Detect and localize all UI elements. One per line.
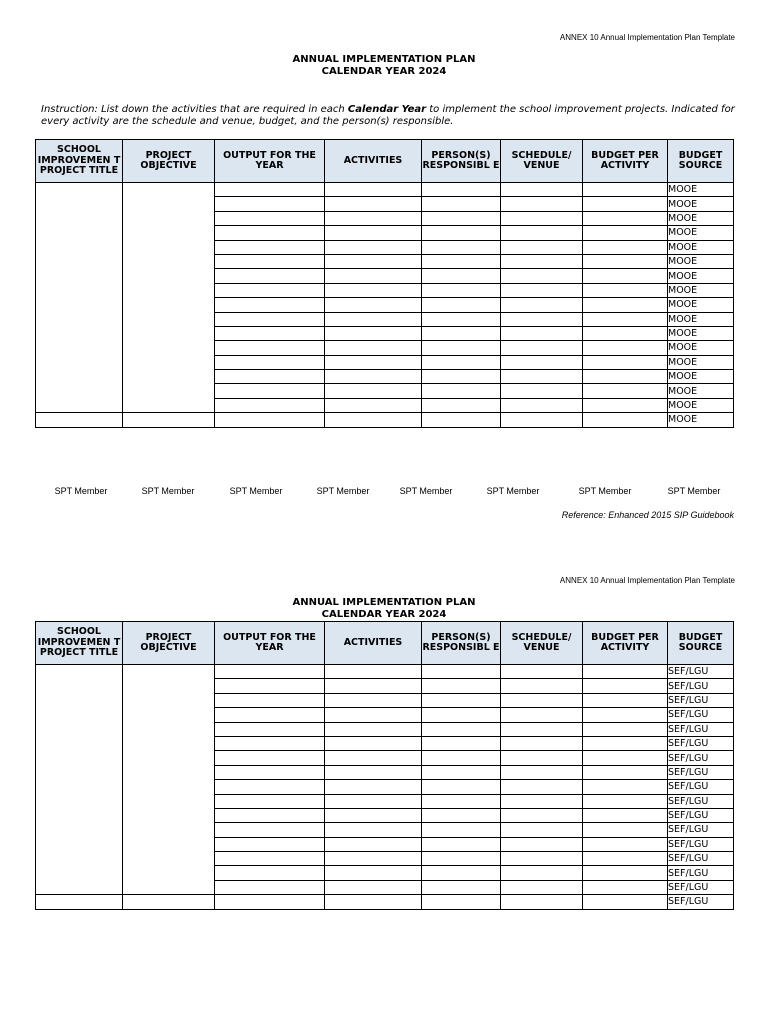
cell-schedule[interactable] [501,413,583,427]
cell-activities[interactable] [325,226,422,240]
cell-budget-source: SEF/LGU [668,808,734,822]
cell-output[interactable] [215,866,325,880]
cell-activities[interactable] [325,413,422,427]
cell-budget-source: SEF/LGU [668,679,734,693]
cell-budget[interactable] [583,866,668,880]
cell-output[interactable] [215,736,325,750]
col-header-persons: PERSON(S) RESPONSIBL E [422,622,501,665]
cell-output[interactable] [215,693,325,707]
cell-budget-source: MOOE [668,240,734,254]
cell-budget[interactable] [583,197,668,211]
cell-schedule[interactable] [501,269,583,283]
cell-budget[interactable] [583,398,668,412]
col-header-activities: ACTIVITIES [325,622,422,665]
cell-output[interactable] [215,852,325,866]
signatories [0,486,768,500]
cell-output[interactable] [215,837,325,851]
cell-output[interactable] [215,722,325,736]
cell-budget[interactable] [583,226,668,240]
cell-output[interactable] [215,211,325,225]
cell-schedule[interactable] [501,852,583,866]
cell-activities[interactable] [325,780,422,794]
cell-budget-source: SEF/LGU [668,722,734,736]
signatory: SPT Member [229,486,283,496]
signatory: SPT Member [578,486,632,496]
instruction-part1: Instruction: List down the activities that are required in each [41,104,348,115]
cell-output[interactable] [215,384,325,398]
annex-header-2: ANNEX 10 Annual Implementation Plan Template [559,576,735,585]
cell-schedule[interactable] [501,866,583,880]
cell-persons[interactable] [422,736,501,750]
cell-persons[interactable] [422,283,501,297]
cell-budget-source: SEF/LGU [668,880,734,894]
cell-persons[interactable] [422,341,501,355]
cell-budget[interactable] [583,765,668,779]
cell-schedule[interactable] [501,240,583,254]
cell-budget-source: SEF/LGU [668,837,734,851]
cell-schedule[interactable] [501,298,583,312]
cell-budget-source: MOOE [668,269,734,283]
cell-persons[interactable] [422,211,501,225]
cell-budget-source: SEF/LGU [668,765,734,779]
cell-activities[interactable] [325,722,422,736]
cell-persons[interactable] [422,269,501,283]
cell-schedule[interactable] [501,341,583,355]
cell-budget[interactable] [583,254,668,268]
col-header-output: OUTPUT FOR THE YEAR [215,622,325,665]
cell-schedule[interactable] [501,880,583,894]
cell-output[interactable] [215,183,325,197]
cell-persons[interactable] [422,895,501,909]
cell-persons[interactable] [422,866,501,880]
cell-budget[interactable] [583,823,668,837]
cell-persons[interactable] [422,312,501,326]
cell-activities[interactable] [325,298,422,312]
signatory: SPT Member [667,486,721,496]
cell-schedule[interactable] [501,679,583,693]
cell-activities[interactable] [325,183,422,197]
cell-budget[interactable] [583,312,668,326]
cell-output[interactable] [215,780,325,794]
cell-budget[interactable] [583,852,668,866]
cell-activities[interactable] [325,837,422,851]
cell-project-title[interactable] [36,665,123,895]
col-header-objective: PROJECT OBJECTIVE [123,140,215,183]
cell-persons[interactable] [422,197,501,211]
cell-budget[interactable] [583,183,668,197]
cell-budget-source: MOOE [668,197,734,211]
cell-budget[interactable] [583,240,668,254]
table-row [36,413,734,427]
cell-activities[interactable] [325,852,422,866]
cell-schedule[interactable] [501,693,583,707]
cell-persons[interactable] [422,852,501,866]
cell-activities[interactable] [325,895,422,909]
cell-budget-source: SEF/LGU [668,736,734,750]
cell-budget[interactable] [583,693,668,707]
cell-output[interactable] [215,355,325,369]
cell-persons[interactable] [422,693,501,707]
cell-objective[interactable] [123,413,215,427]
instruction-part2: to implement the school improvement projects. Indicated for every activity are the schedule and venue, budget, and the person(s) responsible. [41,104,735,127]
cell-budget[interactable] [583,736,668,750]
cell-output[interactable] [215,808,325,822]
cell-budget-source: MOOE [668,312,734,326]
cell-output[interactable] [215,254,325,268]
cell-schedule[interactable] [501,837,583,851]
plan-title-2: ANNUAL IMPLEMENTATION PLAN [292,597,476,608]
cell-budget[interactable] [583,794,668,808]
cell-budget-source: MOOE [668,298,734,312]
cell-budget-source: MOOE [668,211,734,225]
cell-schedule[interactable] [501,370,583,384]
cell-objective[interactable] [123,895,215,909]
cell-project-title[interactable] [36,413,123,427]
cell-persons[interactable] [422,722,501,736]
cell-budget-source: SEF/LGU [668,852,734,866]
signatory: SPT Member [399,486,453,496]
cell-persons[interactable] [422,679,501,693]
cell-activities[interactable] [325,708,422,722]
cell-budget[interactable] [583,298,668,312]
cell-persons[interactable] [422,708,501,722]
cell-activities[interactable] [325,665,422,679]
cell-activities[interactable] [325,866,422,880]
cell-activities[interactable] [325,398,422,412]
cell-activities[interactable] [325,312,422,326]
cell-schedule[interactable] [501,765,583,779]
cell-persons[interactable] [422,254,501,268]
cell-output[interactable] [215,665,325,679]
cell-budget[interactable] [583,326,668,340]
cell-activities[interactable] [325,736,422,750]
cell-persons[interactable] [422,326,501,340]
cell-output[interactable] [215,269,325,283]
cell-persons[interactable] [422,808,501,822]
col-header-project-title: SCHOOL IMPROVEMEN T PROJECT TITLE [36,140,123,183]
cell-persons[interactable] [422,298,501,312]
plan-title-1: ANNUAL IMPLEMENTATION PLAN [292,54,476,65]
cell-budget-source: MOOE [668,398,734,412]
plan-subtitle-2: CALENDAR YEAR 2024 [321,609,447,620]
cell-budget-source: SEF/LGU [668,780,734,794]
cell-activities[interactable] [325,283,422,297]
cell-persons[interactable] [422,240,501,254]
cell-output[interactable] [215,708,325,722]
cell-budget-source: SEF/LGU [668,895,734,909]
cell-activities[interactable] [325,370,422,384]
cell-persons[interactable] [422,226,501,240]
cell-objective[interactable] [123,665,215,895]
cell-output[interactable] [215,283,325,297]
cell-schedule[interactable] [501,183,583,197]
cell-schedule[interactable] [501,722,583,736]
col-header-objective: PROJECT OBJECTIVE [123,622,215,665]
cell-activities[interactable] [325,341,422,355]
cell-schedule[interactable] [501,254,583,268]
implementation-table-mooe [35,139,734,428]
cell-schedule[interactable] [501,794,583,808]
cell-budget[interactable] [583,269,668,283]
cell-budget-source: MOOE [668,355,734,369]
cell-activities[interactable] [325,765,422,779]
cell-budget[interactable] [583,384,668,398]
cell-budget-source: SEF/LGU [668,823,734,837]
col-header-source: BUDGET SOURCE [668,622,734,665]
cell-budget-source: SEF/LGU [668,708,734,722]
cell-budget-source: MOOE [668,283,734,297]
cell-budget-source: MOOE [668,341,734,355]
cell-activities[interactable] [325,254,422,268]
cell-budget[interactable] [583,722,668,736]
cell-output[interactable] [215,197,325,211]
cell-persons[interactable] [422,880,501,894]
cell-budget[interactable] [583,780,668,794]
cell-output[interactable] [215,679,325,693]
signatory: SPT Member [316,486,370,496]
col-header-output: OUTPUT FOR THE YEAR [215,140,325,183]
cell-budget[interactable] [583,341,668,355]
cell-budget[interactable] [583,880,668,894]
cell-budget[interactable] [583,808,668,822]
cell-schedule[interactable] [501,312,583,326]
cell-activities[interactable] [325,808,422,822]
instruction-emphasis: Calendar Year [347,104,427,115]
cell-project-title[interactable] [36,183,123,413]
cell-output[interactable] [215,370,325,384]
cell-schedule[interactable] [501,398,583,412]
cell-budget[interactable] [583,283,668,297]
cell-activities[interactable] [325,384,422,398]
cell-schedule[interactable] [501,326,583,340]
cell-objective[interactable] [123,183,215,413]
cell-budget-source: MOOE [668,326,734,340]
col-header-schedule: SCHEDULE/ VENUE [501,622,583,665]
cell-schedule[interactable] [501,736,583,750]
col-header-persons: PERSON(S) RESPONSIBL E [422,140,501,183]
cell-budget-source: MOOE [668,413,734,427]
cell-budget[interactable] [583,751,668,765]
cell-budget[interactable] [583,837,668,851]
table-row [36,895,734,909]
cell-activities[interactable] [325,794,422,808]
cell-activities[interactable] [325,823,422,837]
col-header-activities: ACTIVITIES [325,140,422,183]
cell-budget[interactable] [583,211,668,225]
cell-output[interactable] [215,823,325,837]
cell-budget-source: MOOE [668,226,734,240]
cell-schedule[interactable] [501,384,583,398]
cell-activities[interactable] [325,326,422,340]
cell-persons[interactable] [422,370,501,384]
plan-subtitle-1: CALENDAR YEAR 2024 [321,66,447,77]
annex-header-1: ANNEX 10 Annual Implementation Plan Template [559,33,735,42]
cell-output[interactable] [215,312,325,326]
cell-schedule[interactable] [501,226,583,240]
cell-schedule[interactable] [501,895,583,909]
cell-budget-source: MOOE [668,183,734,197]
cell-budget-source: SEF/LGU [668,693,734,707]
cell-schedule[interactable] [501,708,583,722]
col-header-project-title: SCHOOL IMPROVEMEN T PROJECT TITLE [36,622,123,665]
table-row [36,665,734,679]
cell-output[interactable] [215,413,325,427]
cell-persons[interactable] [422,665,501,679]
cell-project-title[interactable] [36,895,123,909]
cell-persons[interactable] [422,823,501,837]
cell-activities[interactable] [325,679,422,693]
cell-budget-source: MOOE [668,254,734,268]
cell-activities[interactable] [325,269,422,283]
cell-schedule[interactable] [501,751,583,765]
cell-persons[interactable] [422,398,501,412]
cell-schedule[interactable] [501,283,583,297]
cell-budget-source: MOOE [668,370,734,384]
cell-schedule[interactable] [501,665,583,679]
cell-budget-source: SEF/LGU [668,665,734,679]
cell-persons[interactable] [422,780,501,794]
table-header-row [36,622,734,665]
cell-output[interactable] [215,240,325,254]
cell-output[interactable] [215,398,325,412]
col-header-source: BUDGET SOURCE [668,140,734,183]
col-header-schedule: SCHEDULE/ VENUE [501,140,583,183]
signatory: SPT Member [486,486,540,496]
cell-output[interactable] [215,794,325,808]
col-header-budget: BUDGET PER ACTIVITY [583,140,668,183]
cell-persons[interactable] [422,794,501,808]
cell-schedule[interactable] [501,211,583,225]
cell-budget-source: SEF/LGU [668,751,734,765]
cell-persons[interactable] [422,413,501,427]
cell-output[interactable] [215,895,325,909]
cell-schedule[interactable] [501,197,583,211]
cell-output[interactable] [215,880,325,894]
cell-budget-source: SEF/LGU [668,866,734,880]
cell-budget[interactable] [583,370,668,384]
cell-schedule[interactable] [501,823,583,837]
cell-budget[interactable] [583,665,668,679]
cell-output[interactable] [215,298,325,312]
cell-budget[interactable] [583,413,668,427]
cell-budget-source: MOOE [668,384,734,398]
signatory: SPT Member [54,486,108,496]
cell-output[interactable] [215,226,325,240]
instruction-text [41,104,741,128]
cell-output[interactable] [215,765,325,779]
cell-persons[interactable] [422,355,501,369]
cell-budget[interactable] [583,679,668,693]
cell-budget[interactable] [583,708,668,722]
cell-schedule[interactable] [501,808,583,822]
cell-activities[interactable] [325,197,422,211]
cell-schedule[interactable] [501,780,583,794]
cell-persons[interactable] [422,384,501,398]
cell-activities[interactable] [325,211,422,225]
cell-output[interactable] [215,751,325,765]
cell-activities[interactable] [325,240,422,254]
cell-persons[interactable] [422,751,501,765]
implementation-table-sef [35,621,734,910]
cell-activities[interactable] [325,693,422,707]
cell-output[interactable] [215,326,325,340]
cell-budget[interactable] [583,355,668,369]
table-row [36,183,734,197]
cell-output[interactable] [215,341,325,355]
cell-activities[interactable] [325,355,422,369]
cell-activities[interactable] [325,751,422,765]
col-header-budget: BUDGET PER ACTIVITY [583,622,668,665]
signatory: SPT Member [141,486,195,496]
cell-persons[interactable] [422,765,501,779]
cell-activities[interactable] [325,880,422,894]
cell-budget[interactable] [583,895,668,909]
reference-note: Reference: Enhanced 2015 SIP Guidebook [561,510,734,520]
cell-schedule[interactable] [501,355,583,369]
table-header-row [36,140,734,183]
cell-budget-source: SEF/LGU [668,794,734,808]
cell-persons[interactable] [422,183,501,197]
cell-persons[interactable] [422,837,501,851]
